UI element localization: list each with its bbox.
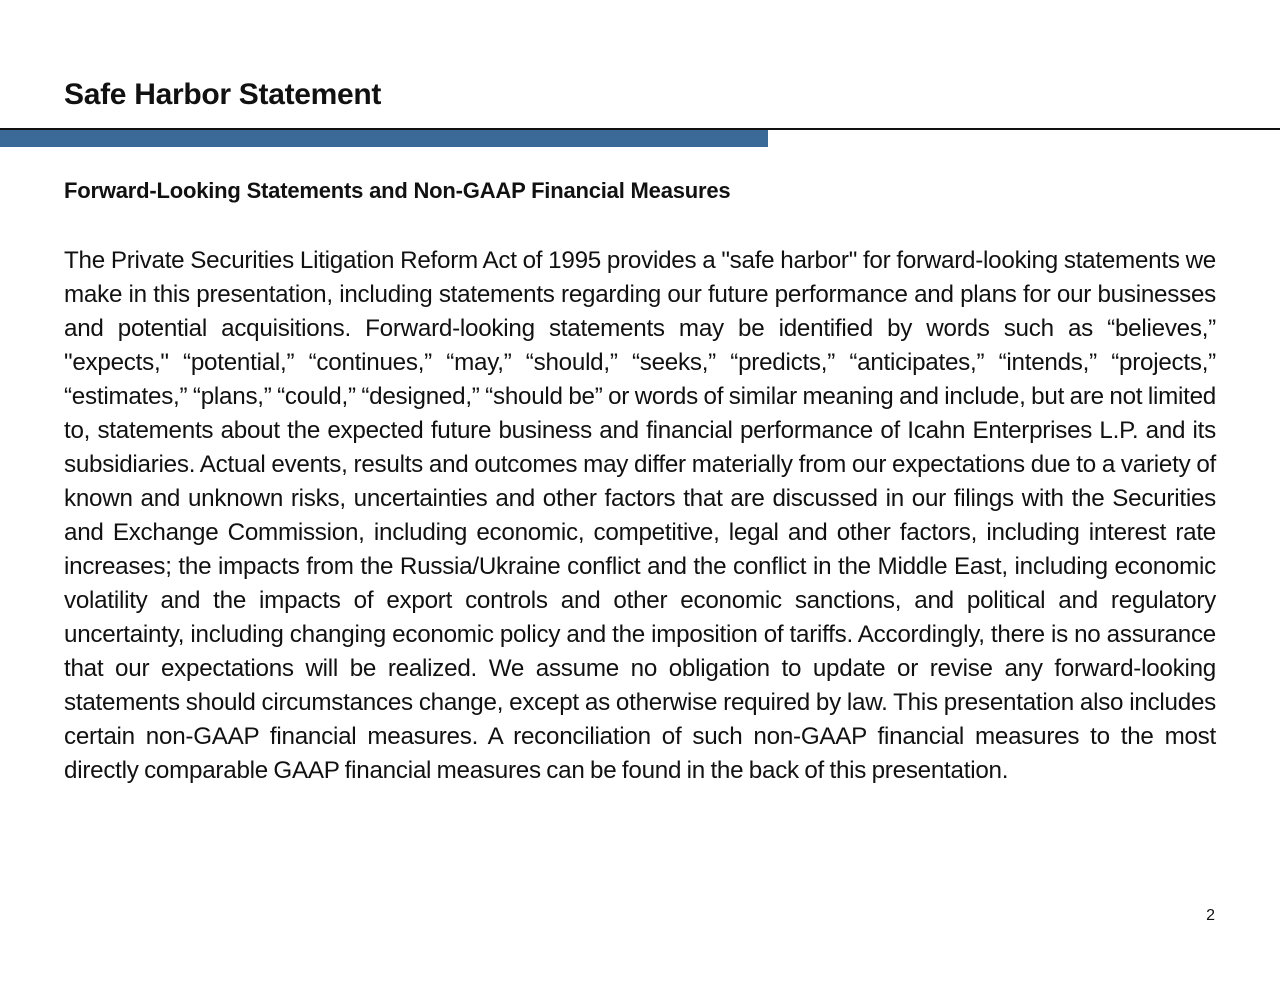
header-accent-bar (0, 130, 768, 147)
safe-harbor-paragraph: The Private Securities Litigation Reform Act of 1995 provides a "safe harbor" for forward-looking statements we make in this presentation, including statements regarding our future performance and plans for our businesses and potential acquisitions. Forward-looking statements may be identified by words such as “believes,” "expects," “potential,” “continues,” “may,” “should,” “seeks,” “predicts,” “anticipates,” “intends,” “projects,” “estimates,” “plans,” “could,” “designed,” “should be” or words of similar meaning and include, but are not limited to, statements about the expected future business and financial performance of Icahn Enterprises L.P. and its subsidiaries. Actual events, results and outcomes may differ materially from our expectations due to a variety of known and unknown risks, uncertainties and other factors that are discussed in our filings with the Securities and Exchange Commission, including economic, competitive, legal and other factors, including interest rate increases; the impacts from the Russia/Ukraine conflict and the conflict in the Middle East, including economic volatility and the impacts of export controls and other economic sanctions, and political and regulatory uncertainty, including changing economic policy and the imposition of tariffs. Accordingly, there is no assurance that our expectations will be realized. We assume no obligation to update or revise any forward-looking statements should circumstances change, except as otherwise required by law. This presentation also includes certain non-GAAP financial measures. A reconciliation of such non-GAAP financial measures to the most directly comparable GAAP financial measures can be found in the back of this presentation. (64, 247, 1216, 784)
page-number: 2 (1206, 907, 1215, 924)
slide-title: Safe Harbor Statement (64, 78, 382, 111)
section-heading: Forward-Looking Statements and Non-GAAP Financial Measures (64, 178, 731, 203)
